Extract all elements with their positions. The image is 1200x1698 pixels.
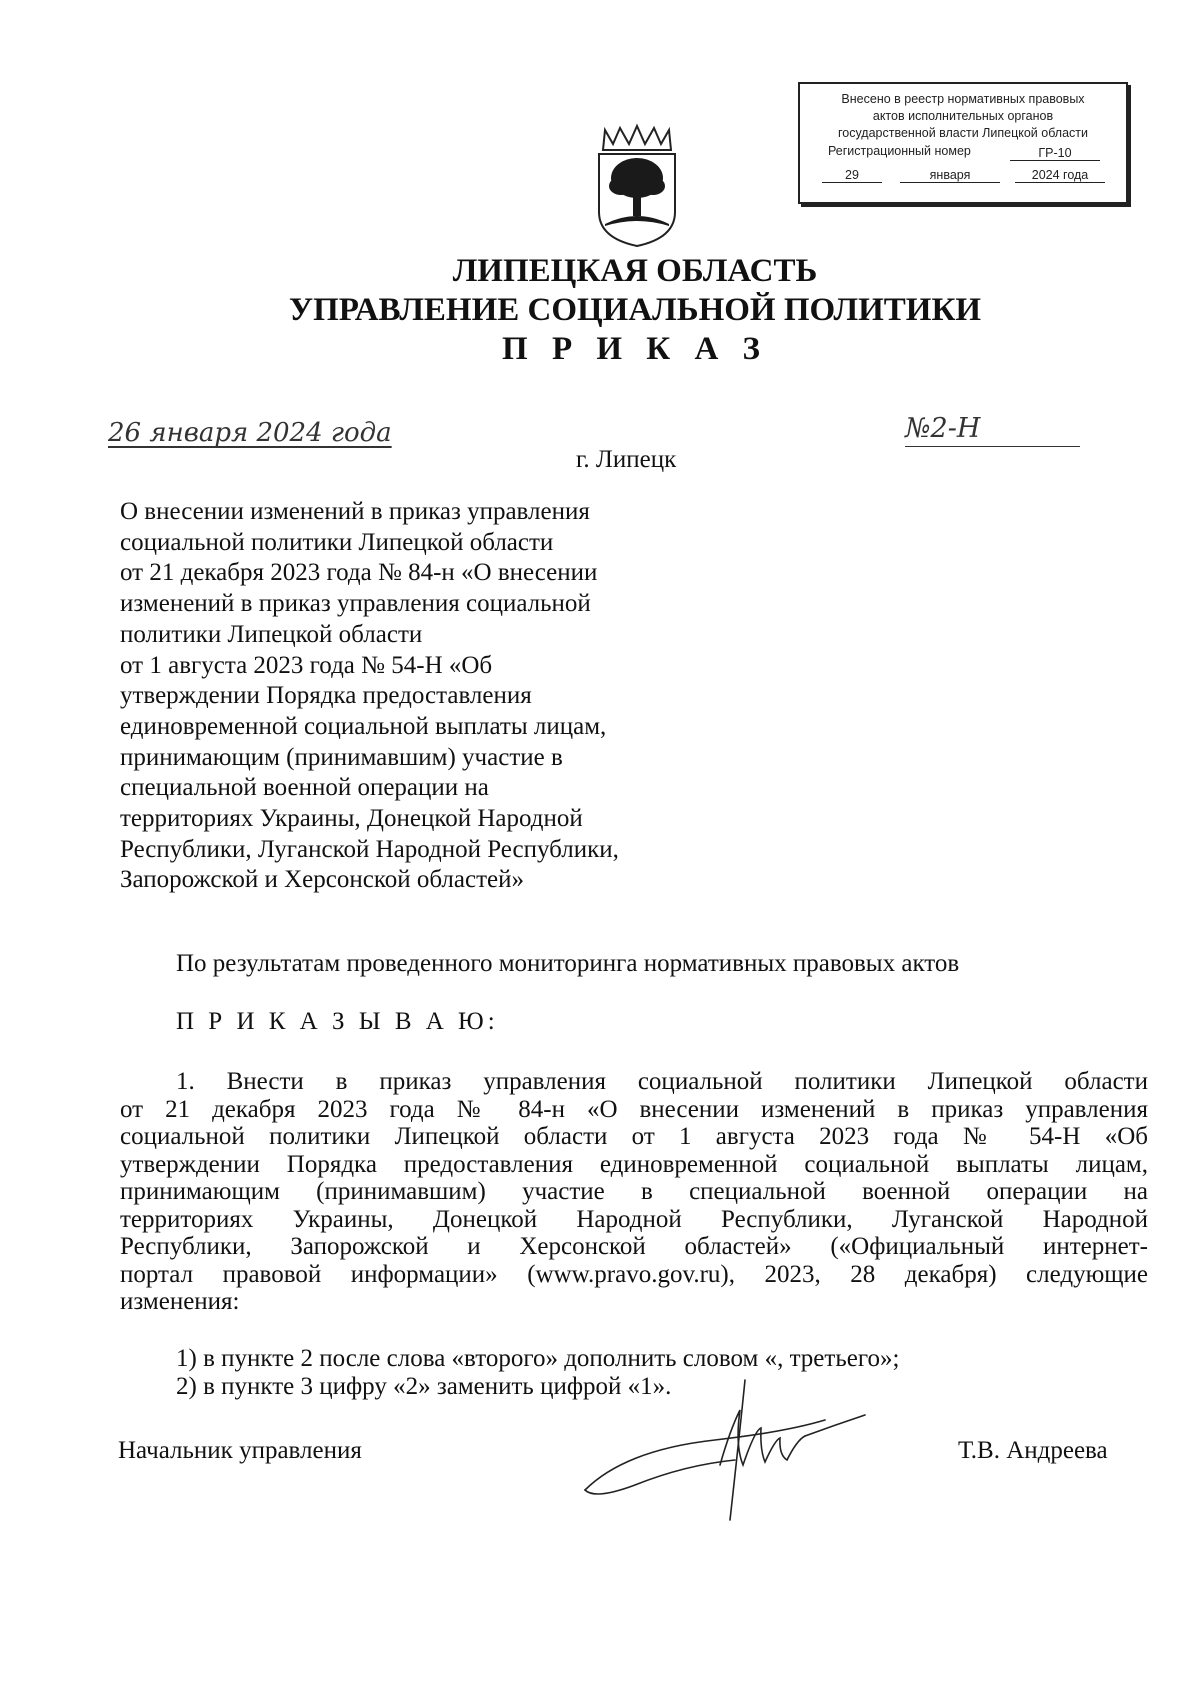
clause-line: портал правовой информации» (www.pravo.gov.ru), 2023, 28 декабря) следующие — [120, 1260, 1148, 1288]
registry-stamp — [798, 82, 1128, 204]
subject-line: изменений в приказ управления социальной — [120, 590, 591, 618]
region-title: ЛИПЕЦКАЯ ОБЛАСТЬ — [452, 253, 818, 289]
subject-line: социальной политики Липецкой области — [120, 528, 554, 556]
handwritten-number: №2-Н — [905, 413, 981, 444]
clause-line: социальной политики Липецкой области от 1 августа 2023 года № 54-Н «Об — [120, 1123, 1148, 1150]
subject-line: утверждении Порядка предоставления — [120, 682, 532, 710]
clause-1 — [120, 1068, 1148, 1316]
signatory-role: Начальник управления — [118, 1437, 362, 1464]
stamp-line-2: актов исполнительных органов — [872, 109, 1054, 123]
subject-line: территориях Украины, Донецкой Народной — [120, 805, 583, 833]
stamp-year: 2024 года — [1015, 168, 1105, 183]
clause-line: от 21 декабря 2023 года № 84-н «О внесении изменений в приказ управления — [120, 1095, 1148, 1123]
clause-line: утверждении Порядка предоставления единовременной социальной выплаты лицам, — [120, 1150, 1148, 1178]
document-type-title: П Р И К А З — [502, 331, 768, 367]
subject-line: специальной военной операции на — [120, 774, 489, 802]
preamble-text: По результатам проведенного мониторинга нормативных правовых актов — [176, 950, 960, 977]
order-word: П Р И К А З Ы В А Ю: — [176, 1008, 499, 1035]
subject-line: Республики, Луганской Народной Республики, — [120, 835, 619, 863]
stamp-month: января — [900, 168, 1000, 183]
stamp-line-3: государственной власти Липецкой области — [837, 126, 1089, 140]
city: г. Липецк — [576, 446, 677, 473]
department-title: УПРАВЛЕНИЕ СОЦИАЛЬНОЙ ПОЛИТИКИ — [288, 292, 982, 328]
subject-line: Запорожской и Херсонской областей» — [120, 866, 524, 894]
clause-line: 1. Внести в приказ управления социальной политики Липецкой области — [176, 1068, 1148, 1095]
subject-line: от 21 декабря 2023 года № 84-н «О внесении — [120, 559, 598, 587]
clause-line: Республики, Запорожской и Херсонской областей» («Официальный интернет- — [120, 1233, 1148, 1260]
coat-of-arms-emblem — [587, 120, 697, 250]
subject-line: О внесении изменений в приказ управления — [120, 498, 590, 525]
subject-line: от 1 августа 2023 года № 54-Н «Об — [120, 651, 493, 679]
subject-line: единовременной социальной выплаты лицам, — [120, 712, 607, 740]
clause-line: территориях Украины, Донецкой Народной Республики, Луганской Народной — [120, 1205, 1148, 1233]
subject-line: политики Липецкой области — [120, 620, 423, 648]
handwritten-date: 26 января 2024 года — [108, 418, 392, 448]
stamp-reg-label: Регистрационный номер — [828, 144, 971, 158]
stamp-line-1: Внесено в реестр нормативных правовых — [841, 92, 1085, 106]
stamp-day: 29 — [822, 168, 882, 183]
order-subject — [120, 497, 740, 896]
handwritten-signature — [565, 1370, 875, 1530]
clause-line: принимающим (принимавшим) участие в специальной военной операции на — [120, 1178, 1148, 1205]
amendment-item-2: 2) в пункте 3 цифру «2» заменить цифрой «1». — [176, 1373, 672, 1400]
stamp-reg-number: ГР-10 — [1010, 146, 1100, 161]
clause-line: изменения: — [120, 1288, 240, 1315]
subject-line: принимающим (принимавшим) участие в — [120, 743, 563, 771]
signatory-name: Т.В. Андреева — [958, 1437, 1108, 1464]
amendment-item-1: 1) в пункте 2 после слова «второго» дополнить словом «, третьего»; — [176, 1345, 900, 1372]
number-underline — [905, 446, 1080, 447]
